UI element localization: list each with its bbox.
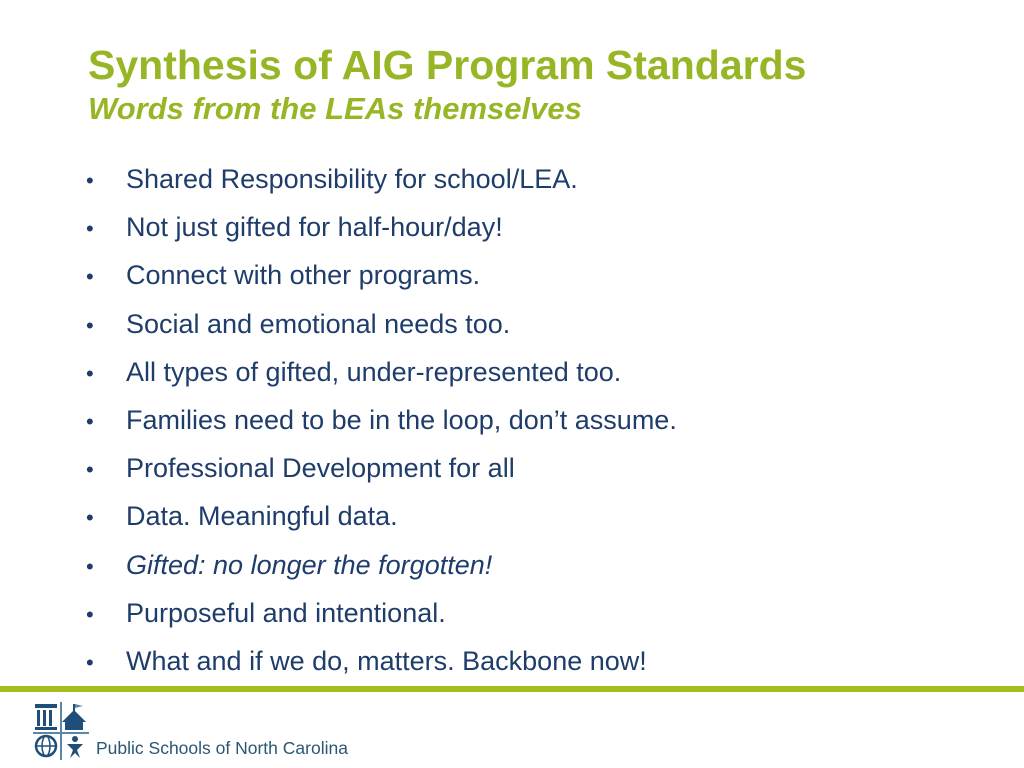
bullet-item bbox=[86, 252, 677, 300]
bullet-item bbox=[86, 638, 677, 686]
bullet-text: Gifted: no longer the forgotten! bbox=[126, 549, 493, 580]
bullet-marker: • bbox=[86, 312, 94, 338]
bullet-marker: • bbox=[86, 168, 94, 193]
bullet-text: Social and emotional needs too. bbox=[126, 308, 511, 339]
title-block bbox=[88, 40, 988, 128]
bullet-text: What and if we do, matters. Backbone now! bbox=[126, 646, 647, 677]
bullet-item bbox=[86, 397, 677, 445]
bullet-marker: • bbox=[86, 216, 94, 242]
bullet-marker: • bbox=[86, 457, 94, 483]
bullet-marker: • bbox=[86, 601, 94, 627]
bullet-item bbox=[86, 156, 677, 204]
bullet-marker: • bbox=[86, 264, 94, 290]
bullet-text: Families need to be in the loop, don’t assume. bbox=[126, 405, 677, 436]
bullet-text: Professional Development for all bbox=[126, 453, 515, 484]
bullet-item bbox=[86, 542, 677, 590]
bullet-marker: • bbox=[86, 360, 94, 386]
bullet-text: All types of gifted, under-represented too. bbox=[126, 356, 622, 387]
bullet-item bbox=[86, 590, 677, 638]
bullet-marker: • bbox=[86, 650, 94, 676]
bullet-text: Data. Meaningful data. bbox=[126, 501, 398, 532]
bullet-item bbox=[86, 349, 677, 397]
bullet-item bbox=[86, 445, 677, 493]
bullet-marker: • bbox=[86, 553, 94, 579]
bullet-text: Connect with other programs. bbox=[126, 260, 481, 291]
ncdpi-logo-icon bbox=[33, 702, 89, 760]
bullet-item bbox=[86, 204, 677, 252]
organization-name: Public Schools of North Carolina bbox=[96, 738, 348, 758]
bullet-marker: • bbox=[86, 505, 94, 531]
bullet-item bbox=[86, 301, 677, 349]
bullet-marker: • bbox=[86, 409, 94, 435]
bullet-text: Shared Responsibility for school/LEA. bbox=[126, 164, 578, 194]
bullet-item bbox=[86, 493, 677, 541]
footer-divider bbox=[0, 686, 1024, 692]
slide-subtitle: Words from the LEAs themselves bbox=[88, 91, 582, 126]
bullet-text: Purposeful and intentional. bbox=[126, 597, 446, 628]
bullet-list bbox=[86, 156, 677, 686]
bullet-text: Not just gifted for half-hour/day! bbox=[126, 212, 503, 243]
slide-title: Synthesis of AIG Program Standards bbox=[88, 42, 807, 88]
